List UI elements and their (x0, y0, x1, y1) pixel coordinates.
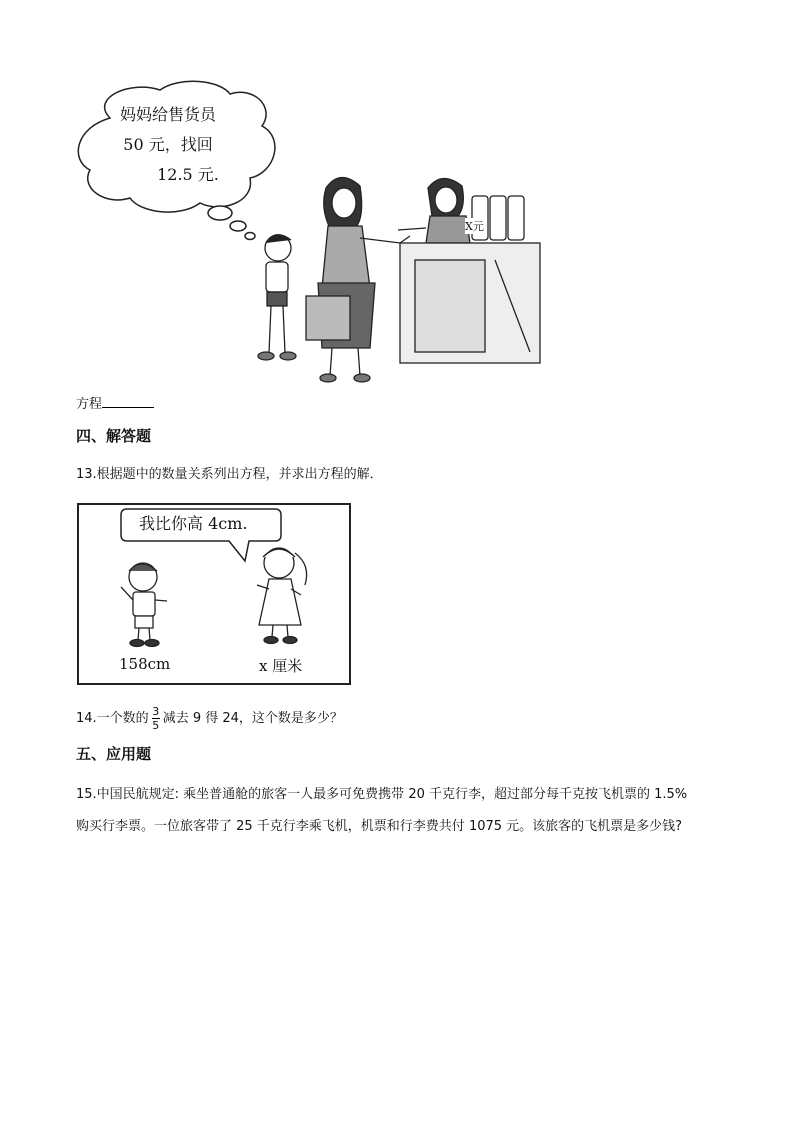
mother-figure (306, 177, 410, 382)
question-15-line-1: 15.中国民航规定: 乘坐普通舱的旅客一人最多可免费携带 20 千克行李，超过部分每千克按飞机票的 1.5% (76, 787, 688, 802)
girl-child-figure (257, 548, 307, 644)
shopkeeper-figure (398, 178, 470, 243)
height-comparison-illustration (77, 503, 351, 685)
equation-line (76, 395, 154, 414)
question-15-line-2: 购买行李票。一位旅客带了 25 千克行李乘飞机，机票和行李费共付 1075 元。该旅客的飞机票是多少钱? (76, 819, 683, 834)
section-4-title: 四、解答题 (76, 427, 152, 445)
question-14-suffix: 减去 9 得 24，这个数是多少？ (162, 711, 343, 726)
thought-text-line-1: 妈妈给售货员 (119, 105, 216, 124)
boy-child-figure (121, 563, 167, 647)
question-14-prefix: 14.一个数的 (76, 711, 149, 726)
speech-text: 我比你高 4cm. (139, 514, 248, 533)
price-tag: X元 (465, 220, 484, 233)
equation-blank[interactable] (102, 395, 154, 408)
fraction-three-fifths (152, 706, 160, 731)
boy-height-label: 158cm (119, 655, 171, 673)
question-14 (76, 706, 343, 732)
question-13-text: 13.根据题中的数量关系列出方程，并求出方程的解． (76, 467, 383, 482)
section-5-title: 五、应用题 (76, 745, 152, 763)
equation-label: 方程 (76, 397, 103, 412)
fraction-denominator: 5 (152, 719, 160, 732)
thought-text-line-3: 12.5 元. (157, 165, 219, 184)
shopping-illustration (70, 78, 550, 388)
boy-figure (258, 235, 296, 360)
thought-text-line-2: 50 元，找回 (123, 135, 213, 154)
girl-height-label: x 厘米 (259, 657, 303, 675)
fraction-numerator: 3 (152, 705, 160, 718)
